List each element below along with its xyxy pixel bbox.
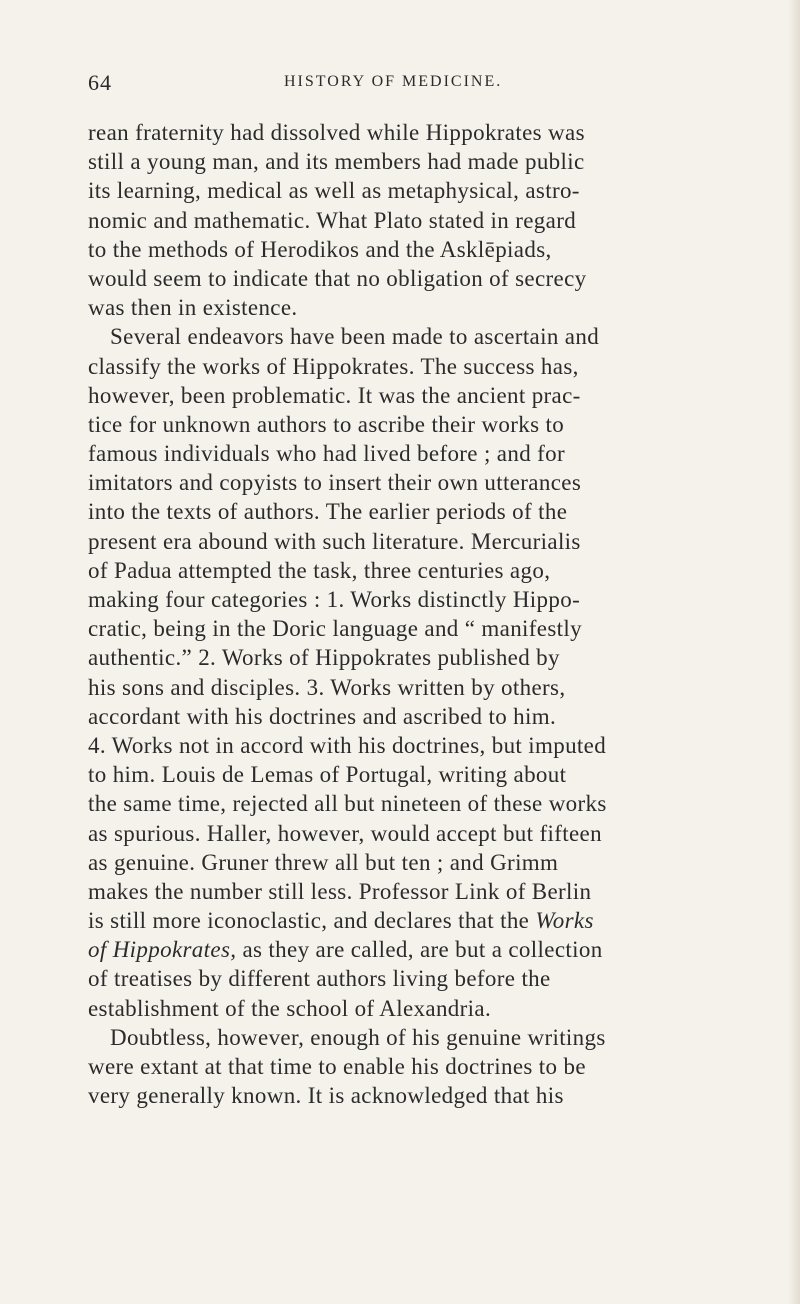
paragraph-start-line: Several endeavors have been made to ascertain and: [110, 324, 600, 350]
text-line: rean fraternity had dissolved while Hippokrates was: [88, 120, 585, 145]
text-line: present era abound with such literature. Mercurialis: [88, 528, 581, 554]
italic-title-fragment: Works: [535, 908, 594, 934]
text-line: very generally known. It is acknowledged that his: [88, 1083, 564, 1109]
paragraph-start-line: Doubtless, however, enough of his genuine writings: [110, 1024, 606, 1050]
italic-title-fragment: of Hippokrates,: [88, 937, 237, 963]
text-line: his sons and disciples. 3. Works written by others,: [88, 674, 566, 700]
text-line: were extant at that time to enable his doctrines to be: [88, 1054, 586, 1079]
text-line: the same time, rejected all but nineteen of these works: [88, 791, 607, 817]
text-line: would seem to indicate that no obligation of secrecy: [88, 265, 587, 291]
text-line: imitators and copyists to insert their own utterances: [88, 470, 582, 496]
text-fragment: as they are called, are but a collection: [236, 937, 603, 963]
text-line: as spurious. Haller, however, would accept but fifteen: [88, 820, 602, 846]
text-line: establishment of the school of Alexandria.: [88, 995, 492, 1021]
text-line: its learning, medical as well as metaphysical, astro-: [88, 178, 580, 204]
text-line: tice for unknown authors to ascribe their works to: [88, 411, 565, 437]
text-line: was then in existence.: [88, 295, 298, 321]
text-line: nomic and mathematic. What Plato stated in regard: [88, 207, 577, 233]
body-text: [88, 118, 778, 1110]
text-line: famous individuals who had lived before ; and for: [88, 441, 566, 467]
text-line: to him. Louis de Lemas of Portugal, writing about: [88, 762, 567, 788]
text-line: classify the works of Hippokrates. The success has,: [88, 353, 579, 379]
text-line-with-title: [88, 906, 778, 935]
text-line: of Padua attempted the task, three centuries ago,: [88, 557, 551, 583]
text-line: authentic.” 2. Works of Hippokrates published by: [88, 645, 560, 671]
text-fragment: is still more iconoclastic, and declares that the: [88, 908, 536, 934]
text-line: 4. Works not in accord with his doctrines, but imputed: [88, 732, 607, 758]
text-line: as genuine. Gruner threw all but ten ; and Grimm: [88, 849, 559, 875]
page-number: 64: [88, 70, 112, 95]
running-head: HISTORY OF MEDICINE.: [284, 73, 503, 90]
text-line: cratic, being in the Doric language and “ manifestly: [88, 616, 582, 642]
text-line: into the texts of authors. The earlier periods of the: [88, 499, 568, 525]
text-line: of treatises by different authors living before the: [88, 966, 551, 992]
page-header: [88, 70, 768, 100]
text-line: however, been problematic. It was the ancient prac-: [88, 382, 581, 408]
text-line: to the methods of Herodikos and the Asklēpiads,: [88, 236, 552, 262]
text-line: accordant with his doctrines and ascribed to him.: [88, 703, 557, 729]
text-line-with-title: [88, 935, 778, 964]
text-line: still a young man, and its members had made public: [88, 149, 585, 175]
text-line: makes the number still less. Professor Link of Berlin: [88, 878, 592, 904]
text-line: making four categories : 1. Works distinctly Hippo-: [88, 587, 581, 612]
page-edge-shadow: [788, 0, 800, 1304]
